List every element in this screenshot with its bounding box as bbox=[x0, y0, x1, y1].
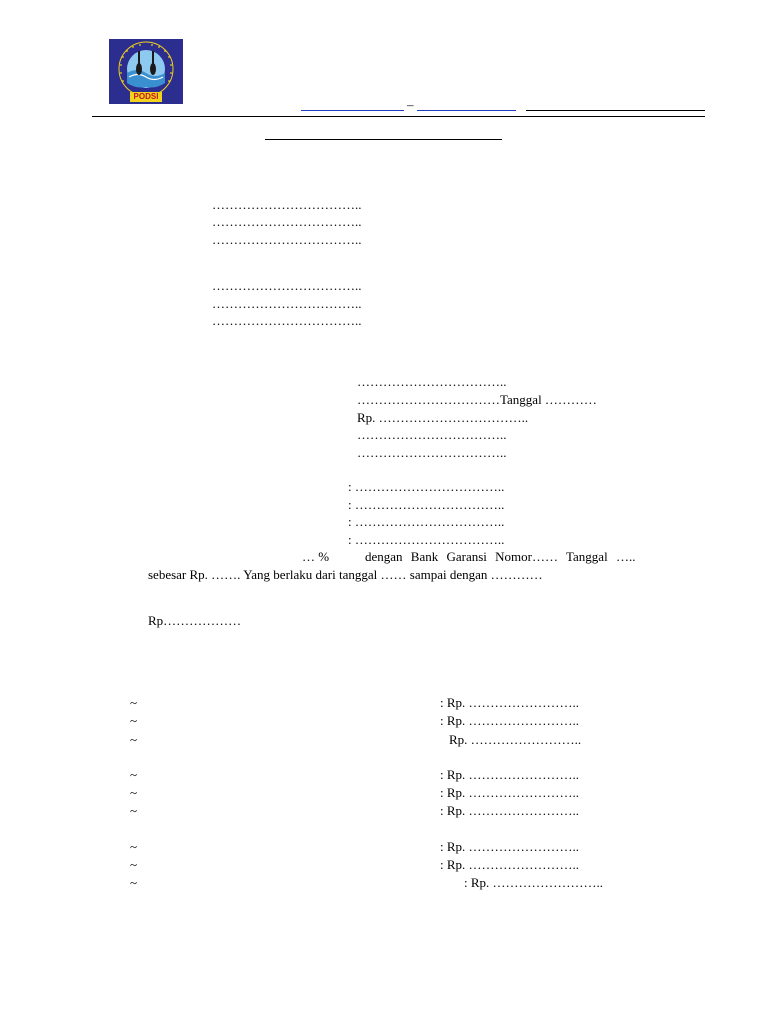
colon-line-2: : …………………………….. bbox=[348, 497, 505, 512]
list-bullet: ~ bbox=[130, 839, 138, 854]
addressee-line-3: …………………………….. bbox=[212, 232, 362, 247]
cost-value: : Rp. …………………….. bbox=[440, 695, 580, 710]
guarantee-text-line-1: dengan Bank Garansi Nomor…… Tanggal ….. bbox=[365, 549, 636, 564]
header-link-left[interactable] bbox=[301, 110, 404, 111]
colon-line-4: : …………………………….. bbox=[348, 532, 505, 547]
podsi-logo bbox=[109, 39, 183, 104]
cost-value: : Rp. …………………….. bbox=[440, 857, 580, 872]
guarantee-percent: … % bbox=[302, 549, 330, 564]
addressee2-line-3: …………………………….. bbox=[212, 313, 362, 328]
header-link-right[interactable] bbox=[417, 110, 516, 111]
detail-line-4: …………………………….. bbox=[357, 427, 507, 442]
list-bullet: ~ bbox=[130, 767, 138, 782]
colon-line-1: : …………………………….. bbox=[348, 479, 505, 494]
header-rule bbox=[92, 116, 705, 117]
list-bullet: ~ bbox=[130, 875, 138, 890]
header-right-underline bbox=[526, 110, 705, 111]
addressee2-line-1: …………………………….. bbox=[212, 278, 362, 293]
podsi-logo-text: PODSI bbox=[133, 92, 159, 101]
list-bullet: ~ bbox=[130, 803, 138, 818]
detail-line-5: …………………………….. bbox=[357, 445, 507, 460]
detail-line-1: …………………………….. bbox=[357, 374, 507, 389]
addressee-line-1: …………………………….. bbox=[212, 197, 362, 212]
header-dash: – bbox=[407, 97, 414, 112]
title-underline bbox=[265, 139, 502, 140]
colon-line-3: : …………………………….. bbox=[348, 514, 505, 529]
total-rp: Rp……………… bbox=[148, 613, 242, 628]
cost-value: Rp. …………………….. bbox=[449, 732, 582, 747]
list-bullet: ~ bbox=[130, 713, 138, 728]
list-bullet: ~ bbox=[130, 695, 138, 710]
cost-value: : Rp. …………………….. bbox=[440, 767, 580, 782]
list-bullet: ~ bbox=[130, 785, 138, 800]
cost-value: : Rp. …………………….. bbox=[440, 713, 580, 728]
cost-value: : Rp. …………………….. bbox=[440, 785, 580, 800]
guarantee-text-line-2: sebesar Rp. ……. Yang berlaku dari tanggal …… sampai dengan ………… bbox=[148, 567, 543, 582]
addressee-line-2: …………………………….. bbox=[212, 214, 362, 229]
cost-value: : Rp. …………………….. bbox=[440, 839, 580, 854]
list-bullet: ~ bbox=[130, 732, 138, 747]
detail-line-3: Rp. …………………………….. bbox=[357, 410, 529, 425]
detail-line-2: ……………………………Tanggal ………… bbox=[357, 392, 597, 407]
cost-value: : Rp. …………………….. bbox=[464, 875, 604, 890]
cost-value: : Rp. …………………….. bbox=[440, 803, 580, 818]
addressee2-line-2: …………………………….. bbox=[212, 296, 362, 311]
list-bullet: ~ bbox=[130, 857, 138, 872]
